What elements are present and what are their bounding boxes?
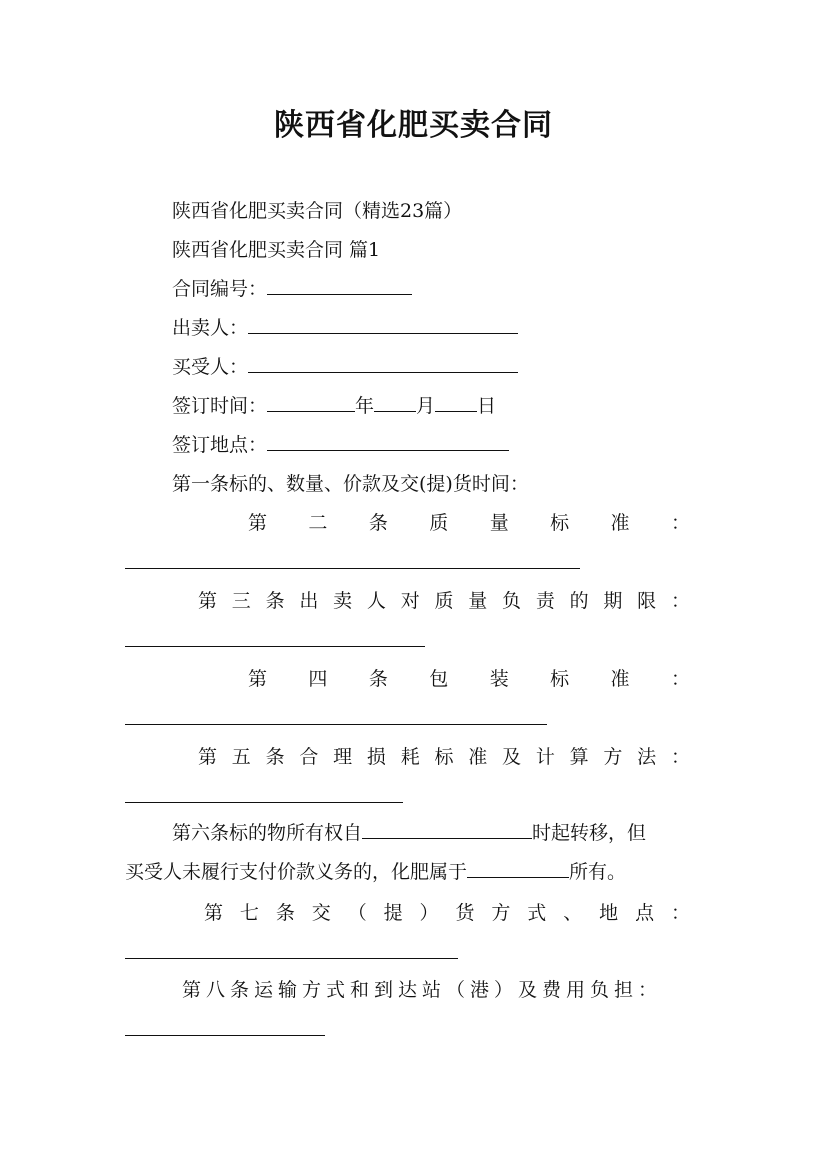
article-4-char: 包 xyxy=(429,668,449,690)
contract-number-label: 合同编号： xyxy=(172,278,268,300)
article-6-blank-2 xyxy=(467,859,569,878)
article-7-char: 七 xyxy=(239,902,259,924)
article-7-char: 货 xyxy=(455,902,475,924)
article-7-blank xyxy=(125,958,458,959)
article-7-char: 第 xyxy=(204,902,224,924)
article-3-char: 三 xyxy=(231,590,251,612)
article-7-char: 方 xyxy=(491,902,511,924)
article-3-char: 期 xyxy=(603,590,623,612)
article-2-char: 标 xyxy=(550,512,570,534)
article-2-char: 准 xyxy=(610,512,630,534)
part-heading: 陕西省化肥买卖合同 篇1 xyxy=(172,239,381,261)
article-3-heading xyxy=(198,588,690,614)
article-7-char: 提 xyxy=(383,902,403,924)
sign-time-label: 签订时间： xyxy=(172,395,268,417)
year-blank xyxy=(267,393,355,412)
article-3-char: 卖 xyxy=(333,590,353,612)
article-4-blank xyxy=(125,724,547,725)
article-4-char: 第 xyxy=(248,668,268,690)
document-subtitle: 陕西省化肥买卖合同（精选23篇） xyxy=(172,200,463,222)
article-3-char: 出 xyxy=(299,590,319,612)
buyer-row xyxy=(172,354,518,380)
article-7-char: 交 xyxy=(311,902,331,924)
contract-number-row xyxy=(172,276,412,302)
article-2-char: 条 xyxy=(368,512,388,534)
article-2-char: ： xyxy=(670,512,690,534)
article-5-char: 方 xyxy=(603,746,623,768)
article-3-char: 量 xyxy=(468,590,488,612)
contract-number-blank xyxy=(267,276,412,295)
month-label: 月 xyxy=(416,395,436,417)
article-5-char: ： xyxy=(670,746,690,768)
month-blank xyxy=(374,393,416,412)
article-7-char: 点 xyxy=(635,902,655,924)
article-8-blank xyxy=(125,1035,325,1036)
article-7-char: 、 xyxy=(563,902,583,924)
article-7-char: 地 xyxy=(599,902,619,924)
article-2-char: 二 xyxy=(308,512,328,534)
article-2-char: 量 xyxy=(489,512,509,534)
article-3-char: 人 xyxy=(366,590,386,612)
sign-place-row xyxy=(172,432,509,458)
day-label: 日 xyxy=(477,395,497,417)
article-2-char: 质 xyxy=(429,512,449,534)
article-2-heading xyxy=(248,510,690,536)
sign-place-blank xyxy=(267,432,509,451)
article-4-char: 准 xyxy=(610,668,630,690)
article-5-char: 耗 xyxy=(400,746,420,768)
article-3-blank xyxy=(125,646,425,647)
article-5-blank xyxy=(125,802,403,803)
article-6-blank-1 xyxy=(362,820,532,839)
article-2-blank xyxy=(125,568,580,569)
article-5-char: 五 xyxy=(231,746,251,768)
year-label: 年 xyxy=(355,395,375,417)
article-6-line-1 xyxy=(172,820,646,846)
article-7-char: 式 xyxy=(527,902,547,924)
article-5-heading xyxy=(198,744,690,770)
article-3-char: 质 xyxy=(434,590,454,612)
article-7-char: 条 xyxy=(275,902,295,924)
sign-time-row xyxy=(172,393,496,419)
article-5-char: 及 xyxy=(502,746,522,768)
article-4-char: 标 xyxy=(550,668,570,690)
article-5-char: 算 xyxy=(569,746,589,768)
article-5-char: 第 xyxy=(198,746,218,768)
article-5-char: 理 xyxy=(333,746,353,768)
sign-place-label: 签订地点： xyxy=(172,434,268,456)
article-7-char: ） xyxy=(419,902,439,924)
article-3-char: 对 xyxy=(400,590,420,612)
article-3-char: 第 xyxy=(198,590,218,612)
article-4-char: 装 xyxy=(489,668,509,690)
article-5-char: 条 xyxy=(265,746,285,768)
article-7-heading xyxy=(204,900,690,926)
seller-row xyxy=(172,315,518,341)
article-7-char: ： xyxy=(670,902,690,924)
article-6-text-d: 所有。 xyxy=(569,861,627,883)
article-6-text-b: 时起转移，但 xyxy=(532,822,647,844)
article-5-char: 计 xyxy=(535,746,555,768)
article-5-char: 法 xyxy=(637,746,657,768)
seller-label: 出卖人： xyxy=(172,317,249,339)
article-4-heading xyxy=(248,666,690,692)
article-6-line-2 xyxy=(125,859,626,885)
document-title: 陕西省化肥买卖合同 xyxy=(274,108,553,143)
seller-blank xyxy=(248,315,518,334)
article-5-char: 标 xyxy=(434,746,454,768)
article-4-char: 四 xyxy=(308,668,328,690)
article-7-char: （ xyxy=(347,902,367,924)
article-4-char: ： xyxy=(670,668,690,690)
article-5-char: 准 xyxy=(468,746,488,768)
article-3-char: ： xyxy=(670,590,690,612)
buyer-blank xyxy=(248,354,518,373)
article-6-text-a: 第六条标的物所有权自 xyxy=(172,822,363,844)
article-3-char: 的 xyxy=(569,590,589,612)
article-3-char: 责 xyxy=(535,590,555,612)
article-4-char: 条 xyxy=(368,668,388,690)
article-6-text-c: 买受人未履行支付价款义务的，化肥属于 xyxy=(125,861,468,883)
day-blank xyxy=(435,393,477,412)
article-3-char: 限 xyxy=(637,590,657,612)
article-3-char: 条 xyxy=(265,590,285,612)
article-1: 第一条标的、数量、价款及交(提)货时间： xyxy=(172,473,529,495)
buyer-label: 买受人： xyxy=(172,356,249,378)
article-5-char: 损 xyxy=(366,746,386,768)
article-2-char: 第 xyxy=(248,512,268,534)
article-5-char: 合 xyxy=(299,746,319,768)
article-3-char: 负 xyxy=(502,590,522,612)
article-8-heading: 第八条运输方式和到达站（港）及费用负担： xyxy=(182,979,663,1001)
